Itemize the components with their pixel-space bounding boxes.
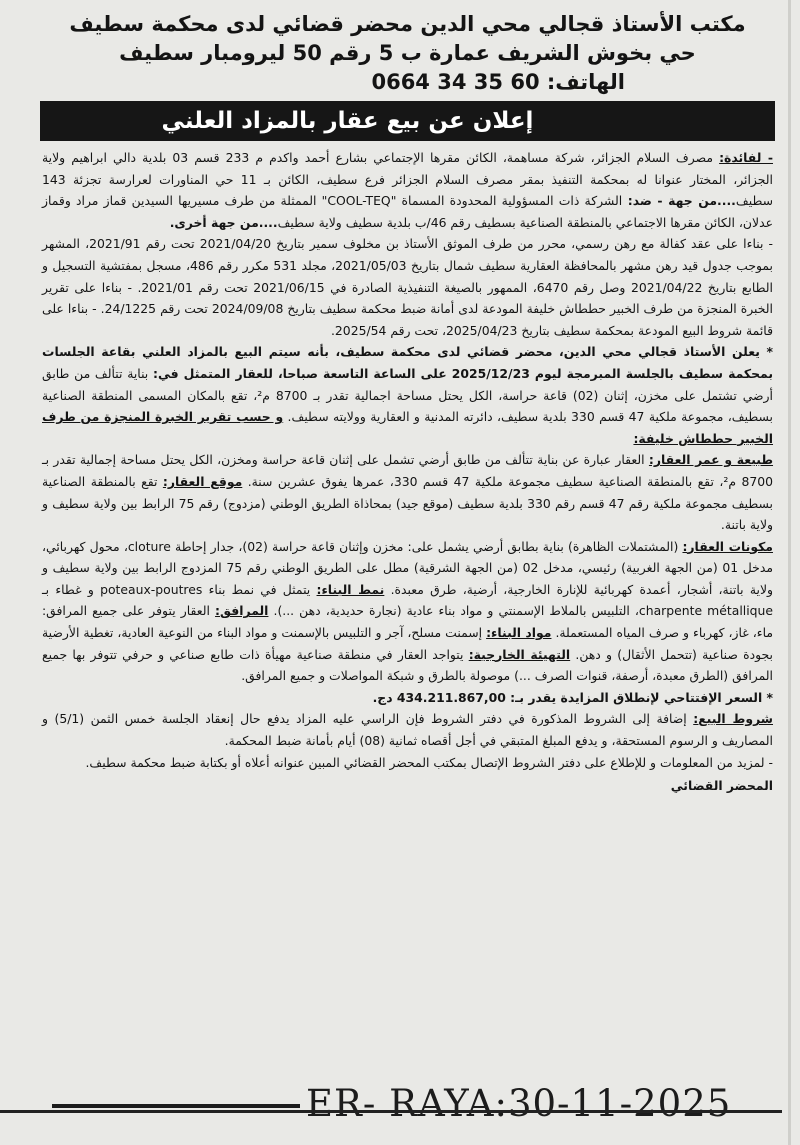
footer-divider bbox=[52, 1104, 302, 1108]
sale-conditions-paragraph bbox=[42, 708, 773, 751]
materials-label: مواد البناء: bbox=[486, 625, 552, 641]
sale-conditions-label: شروط البيع: bbox=[693, 711, 773, 727]
sale-conditions-text: إضافة إلى الشروط المذكورة في دفتر الشروط فإن الراسي عليه المزاد يدفع حال إنعقاد الجلسة خمس الثمن (5/1) و المصاريف و الرسوم المستحقة، و يدفع المبلغ المتبقي في أجل أقصاه ثمانية (08) أيام بأمانة ضبط المحكمة. bbox=[42, 711, 773, 749]
auction-announcement: * يعلن الأستاذ قجالي محي الدين، محضر قضائي لدى محكمة سطيف، بأنه سيتم البيع بالمزاد العلني بقاعة الجلسات بمحكمة سطيف بالجلسة المبرمجة ليوم 2025/12/23 على الساعة التاسعة صباحا، للعقار المتمثل في: bbox=[42, 344, 773, 381]
contact-paragraph: - لمزيد من المعلومات و للإطلاع على دفتر الشروط الإتصال بمكتب المحضر القضائي المبين عنوانه أعلاه أو بكتابة ضبط محكمة سطيف. bbox=[85, 754, 773, 770]
notice-body bbox=[40, 147, 775, 797]
location-label: موقع العقار: bbox=[162, 473, 243, 489]
notice-header bbox=[40, 10, 775, 97]
construction-label: نمط البناء: bbox=[316, 581, 385, 597]
nature-text: العقار عبارة عن بناية تتألف من طابق أرضي تشمل على إثنان قاعة حراسة ومخزن، الكل يحتل مساحة إجمالية تقدر بـ 8700 م²، تقع بالمنطقة الصناعية سطيف مجموعة ملكية 47 قسم 330، عمرها يفوق عشرين سنة. bbox=[42, 452, 773, 489]
opening-price: * السعر الإفتتاحي لإنطلاق المزايدة يقدر بـ: 434.211.867,00 دج. bbox=[372, 689, 773, 705]
auction-paragraph bbox=[42, 341, 773, 449]
beneficiary-text: مصرف السلام الجزائر، شركة مساهمة، الكائن مقرها الإجتماعي بشارع أحمد واكدم م 233 قسم 03 بلدية دالي ابراهيم ولاية الجزائر، المختار عنوانا له بمحكمة التنفيذ بمقر مصرف السلام الجزائر فرع سطيف، الكائن بـ 11 حي المناورات لعرارسة تجزئة 143 سطيف bbox=[42, 150, 774, 209]
nature-paragraph bbox=[42, 449, 773, 535]
facilities-label: المرافق: bbox=[215, 603, 269, 619]
components-text: (المشتملات الظاهرة) بناية بطابق أرضي يشمل على: مخزن وإثنان قاعة حراسة (02)، جدار إحاطة cloture، محول كهربائي، مدخل 01 (من الجهة الغربية) رئيسي، مدخل 02 (من الجهة الشرقية) مطل على الطريق الوطني رقم 75 المزدوج الرابط بين ولاية سطيف و ولاية باتنة، أشجار، أعمدة كهربائية للإنارة الخارجية، أرضية، طرق معبدة. bbox=[42, 538, 773, 597]
office-phone: الهاتف: 60 35 34 0664 bbox=[371, 70, 625, 94]
signature: المحضر القضائي bbox=[670, 778, 773, 794]
nature-label: طبيعة و عمر العقار: bbox=[648, 452, 774, 468]
exterior-text: يتواجد العقار في منطقة صناعية مهيأة ذات طابع صناعي و حرفي تتوفر بها جميع المرافق (الطرق معبدة، أرصفة، قنوات الصرف ...) موصولة بالطرق و شبكة المواصلات و جميع المرافق. bbox=[42, 646, 773, 684]
legal-basis-paragraph: - بناءا على عقد كفالة مع رهن رسمي، محرر من طرف الموثق الأستاذ بن مخلوف سمير بتاريخ 2021/04/20 تحت رقم 2021/91، المشهر بموجب جدول قيد رهن مشهر بالمحافظة العقارية سطيف شمال بتاريخ 2021/05/03، مجلد 531 مكرر رقم 486، مسجل بمفتشية التسجيل و الطابع بتاريخ 2021/04/22 وصل رقم 6470، الممهور بالصيغة التنفيذية الصادرة في 2021/06/15 تحت رقم 2021/01. - بناءا على تقرير الخبرة المنجزة من طرف الخبير حططاش خليفة المودعة لدى أمانة ضبط محكمة سطيف بتاريخ 2024/09/08 تحت رقم 24/1225. - بناءا على قائمة شروط البيع المودعة بمحكمة سطيف بتاريخ 2025/04/23، تحت رقم 2025/54. bbox=[42, 236, 774, 338]
from-side-2: ....من جهة أخرى. bbox=[169, 214, 278, 230]
exterior-label: التهيئة الخارجية: bbox=[468, 646, 571, 662]
beneficiary-label: - لفائدة: bbox=[719, 150, 773, 165]
parties-paragraph bbox=[42, 147, 773, 233]
office-address: حي بخوش الشريف عمارة ب 5 رقم 50 ليرومبار سطيف bbox=[119, 41, 696, 65]
expert-report-heading: و حسب تقرير الخبرة المنجزة من طرف الخبير حططاش خليفة: bbox=[42, 409, 773, 446]
facilities-text: العقار يتوفر على جميع المرافق: ماء، غاز، كهرباء و صرف المياه المستعملة. bbox=[42, 603, 773, 641]
components-label: مكونات العقار: bbox=[682, 538, 773, 554]
debtor-text: الشركة ذات المسؤولية المحدودة المسماة "COOL-TEQ" الممثلة من طرف مسيريها السيدين قماز مراد وقماز عدلان، الكائن مقرها الاجتماعي بالمنطقة الصناعية بسطيف رقم 46/ب بلدية سطيف ولاية سطيف bbox=[42, 193, 773, 230]
property-description: بناية تتألف من طابق أرضي تشتمل على مخزن، إثنان (02) قاعة حراسة، الكل يحتل مساحة اجمالية تقدر بـ 8700 م²، تقع بالمكان المسمى المنطقة الصناعية بسطيف، مجموعة ملكية 47 قسم 330 بلدية سطيف، دائرته المدنية و العقارية وولايته سطيف. bbox=[42, 365, 773, 425]
materials-text: إسمنت مسلح، آجر و التلبيس بالإسمنت و مواد البناء من النوعية العادية، تغطية الأرضية بجودة صناعية (تتحمل الأثقال) و دهن. bbox=[42, 625, 773, 662]
components-paragraph bbox=[42, 536, 773, 687]
from-side-1: ....من جهة bbox=[668, 193, 736, 209]
notice-title: إعلان عن بيع عقار بالمزاد العلني bbox=[40, 101, 775, 141]
against-label: - ضد: bbox=[622, 193, 669, 209]
newspaper-stamp: ER- RAYA:30-11-2025 bbox=[300, 1082, 742, 1126]
bottom-rule bbox=[0, 1110, 800, 1125]
office-name: مكتب الأستاذ قجالي محي الدين محضر قضائي لدى محكمة سطيف bbox=[69, 12, 746, 36]
legal-notice bbox=[40, 10, 775, 1095]
construction-text: يتمثل في نمط بناء poteaux-poutres و غطاء بـ charpente métallique، التلبيس بالملاط الإسمنتي و مواد بناء عادية (نجارة حديدية، دهن ...). bbox=[42, 581, 773, 619]
location-text: تقع بالمنطقة الصناعية بسطيف مجموعة ملكية رقم 47 قسم رقم 330 بلدية سطيف (موقع جيد) بمحاذاة الطريق الوطني (مزدوج) رقم 75 الرابط بين ولاية سطيف و ولاية باتنة. bbox=[42, 473, 773, 533]
page-edge bbox=[782, 0, 800, 1145]
